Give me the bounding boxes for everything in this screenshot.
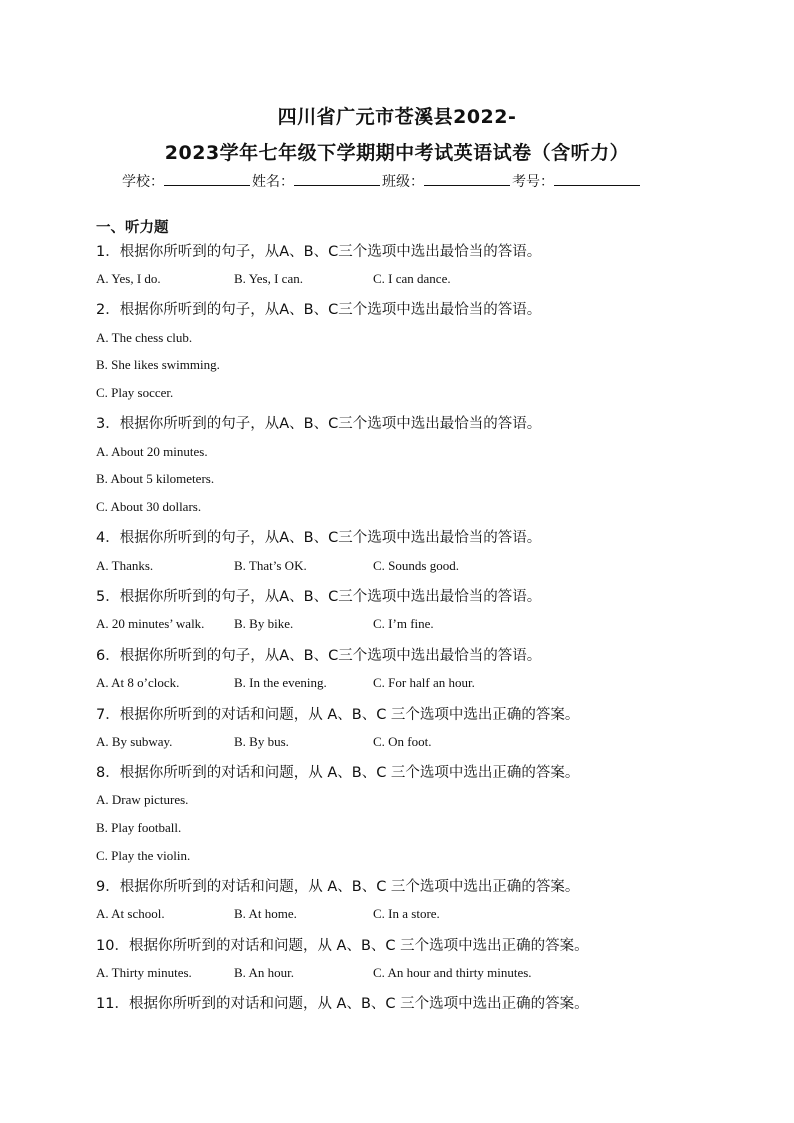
option-b[interactable]: B. In the evening. [234,675,327,690]
question-stem: 10．根据你所听到的对话和问题，从 A、B、C 三个选项中选出正确的答案。 [96,938,589,954]
option-a[interactable]: A. The chess club. [96,330,193,345]
exam-title-line-1: 四川省广元市苍溪县2022- [277,106,517,128]
option-c[interactable]: C. An hour and thirty minutes. [373,965,532,980]
question-stem: 9．根据你所听到的对话和问题，从 A、B、C 三个选项中选出正确的答案。 [96,879,580,895]
option-a[interactable]: A. Draw pictures. [96,792,189,807]
question-stem: 7．根据你所听到的对话和问题，从 A、B、C 三个选项中选出正确的答案。 [96,707,580,723]
option-c[interactable]: C. On foot. [373,734,432,749]
name-label: 姓名： [252,174,294,190]
option-b[interactable]: B. By bus. [234,734,289,749]
number-blank[interactable] [554,171,640,186]
question-stem: 2．根据你所听到的句子，从A、B、C三个选项中选出最恰当的答语。 [96,302,542,318]
option-b[interactable]: B. Yes, I can. [234,271,303,286]
name-blank[interactable] [294,171,380,186]
option-b[interactable]: B. That’s OK. [234,558,307,573]
option-b[interactable]: B. At home. [234,906,297,921]
option-a[interactable]: A. At school. [96,906,165,921]
option-a[interactable]: A. About 20 minutes. [96,444,208,459]
student-info-row [122,171,642,191]
question-stem: 3．根据你所听到的句子，从A、B、C三个选项中选出最恰当的答语。 [96,416,542,432]
question-stem: 6．根据你所听到的句子，从A、B、C三个选项中选出最恰当的答语。 [96,648,542,664]
question-stem: 11．根据你所听到的对话和问题，从 A、B、C 三个选项中选出正确的答案。 [96,996,589,1012]
option-b[interactable]: B. She likes swimming. [96,357,220,372]
option-a[interactable]: A. Thanks. [96,558,154,573]
option-c[interactable]: C. I’m fine. [373,616,434,631]
school-label: 学校： [122,174,164,190]
section-heading-listening: 一、听力题 [96,220,169,236]
option-c[interactable]: C. Sounds good. [373,558,459,573]
option-b[interactable]: B. By bike. [234,616,294,631]
number-label: 考号： [512,174,554,190]
option-b[interactable]: B. An hour. [234,965,294,980]
option-a[interactable]: A. Thirty minutes. [96,965,192,980]
option-c[interactable]: C. Play the violin. [96,848,191,863]
option-a[interactable]: A. 20 minutes’ walk. [96,616,205,631]
question-stem: 8．根据你所听到的对话和问题，从 A、B、C 三个选项中选出正确的答案。 [96,765,580,781]
option-c[interactable]: C. Play soccer. [96,385,174,400]
option-c[interactable]: C. In a store. [373,906,440,921]
question-stem: 1．根据你所听到的句子，从A、B、C三个选项中选出最恰当的答语。 [96,244,542,260]
class-label: 班级： [382,174,424,190]
option-a[interactable]: A. At 8 o’clock. [96,675,180,690]
option-b[interactable]: B. About 5 kilometers. [96,471,215,486]
class-blank[interactable] [424,171,510,186]
question-stem: 5．根据你所听到的句子，从A、B、C三个选项中选出最恰当的答语。 [96,589,542,605]
option-a[interactable]: A. Yes, I do. [96,271,161,286]
option-a[interactable]: A. By subway. [96,734,173,749]
school-blank[interactable] [164,171,250,186]
option-c[interactable]: C. I can dance. [373,271,451,286]
exam-title-line-2: 2023学年七年级下学期期中考试英语试卷（含听力） [164,142,630,164]
option-c[interactable]: C. For half an hour. [373,675,475,690]
question-stem: 4．根据你所听到的句子，从A、B、C三个选项中选出最恰当的答语。 [96,530,542,546]
option-b[interactable]: B. Play football. [96,820,182,835]
option-c[interactable]: C. About 30 dollars. [96,499,202,514]
